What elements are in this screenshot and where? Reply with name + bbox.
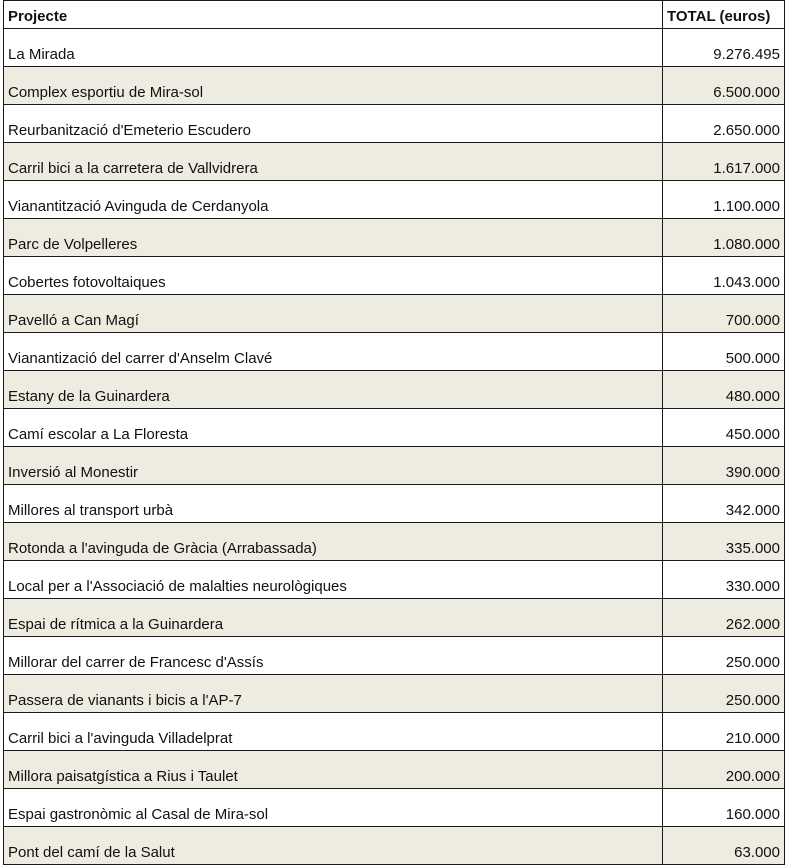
total-euros-cell[interactable]: 1.080.000	[663, 219, 785, 257]
table-row	[4, 637, 785, 675]
total-euros-cell[interactable]: 1.617.000	[663, 143, 785, 181]
project-name-cell[interactable]: Pavelló a Can Magí	[4, 295, 663, 333]
table-row	[4, 181, 785, 219]
total-euros-cell[interactable]: 500.000	[663, 333, 785, 371]
header-row	[4, 1, 785, 29]
project-name-cell[interactable]: Passera de vianants i bicis a l'AP-7	[4, 675, 663, 713]
project-name-cell[interactable]: Vianantització Avinguda de Cerdanyola	[4, 181, 663, 219]
table-row	[4, 409, 785, 447]
table-row	[4, 675, 785, 713]
project-name-cell[interactable]: Millora paisatgística a Rius i Taulet	[4, 751, 663, 789]
projects-table	[3, 0, 785, 865]
project-name-cell[interactable]: Cobertes fotovoltaiques	[4, 257, 663, 295]
project-name-cell[interactable]: Rotonda a l'avinguda de Gràcia (Arrabassada)	[4, 523, 663, 561]
header-project[interactable]: Projecte	[4, 1, 663, 29]
total-euros-cell[interactable]: 480.000	[663, 371, 785, 409]
table-row	[4, 29, 785, 67]
table-row	[4, 295, 785, 333]
table-row	[4, 105, 785, 143]
project-name-cell[interactable]: Estany de la Guinardera	[4, 371, 663, 409]
table-row	[4, 789, 785, 827]
total-euros-cell[interactable]: 6.500.000	[663, 67, 785, 105]
table-row	[4, 257, 785, 295]
total-euros-cell[interactable]: 1.043.000	[663, 257, 785, 295]
project-name-cell[interactable]: Espai de rítmica a la Guinardera	[4, 599, 663, 637]
total-euros-cell[interactable]: 450.000	[663, 409, 785, 447]
header-total[interactable]: TOTAL (euros)	[663, 1, 785, 29]
table-row	[4, 485, 785, 523]
total-euros-cell[interactable]: 700.000	[663, 295, 785, 333]
table-row	[4, 447, 785, 485]
total-euros-cell[interactable]: 200.000	[663, 751, 785, 789]
spreadsheet-table	[3, 0, 784, 865]
project-name-cell[interactable]: Espai gastronòmic al Casal de Mira-sol	[4, 789, 663, 827]
total-euros-cell[interactable]: 262.000	[663, 599, 785, 637]
project-name-cell[interactable]: Parc de Volpelleres	[4, 219, 663, 257]
table-row	[4, 827, 785, 865]
total-euros-cell[interactable]: 390.000	[663, 447, 785, 485]
table-row	[4, 599, 785, 637]
project-name-cell[interactable]: Camí escolar a La Floresta	[4, 409, 663, 447]
table-row	[4, 561, 785, 599]
project-name-cell[interactable]: Carril bici a la carretera de Vallvidrera	[4, 143, 663, 181]
table-row	[4, 371, 785, 409]
total-euros-cell[interactable]: 330.000	[663, 561, 785, 599]
total-euros-cell[interactable]: 342.000	[663, 485, 785, 523]
table-row	[4, 143, 785, 181]
total-euros-cell[interactable]: 335.000	[663, 523, 785, 561]
total-euros-cell[interactable]: 63.000	[663, 827, 785, 865]
total-euros-cell[interactable]: 2.650.000	[663, 105, 785, 143]
project-name-cell[interactable]: Pont del camí de la Salut	[4, 827, 663, 865]
project-name-cell[interactable]: Millores al transport urbà	[4, 485, 663, 523]
table-row	[4, 523, 785, 561]
table-row	[4, 333, 785, 371]
total-euros-cell[interactable]: 250.000	[663, 637, 785, 675]
table-body	[4, 29, 785, 865]
project-name-cell[interactable]: Vianantizació del carrer d'Anselm Clavé	[4, 333, 663, 371]
table-row	[4, 713, 785, 751]
total-euros-cell[interactable]: 210.000	[663, 713, 785, 751]
project-name-cell[interactable]: Carril bici a l'avinguda Villadelprat	[4, 713, 663, 751]
table-row	[4, 751, 785, 789]
table-row	[4, 67, 785, 105]
project-name-cell[interactable]: La Mirada	[4, 29, 663, 67]
project-name-cell[interactable]: Reurbanització d'Emeterio Escudero	[4, 105, 663, 143]
project-name-cell[interactable]: Millorar del carrer de Francesc d'Assís	[4, 637, 663, 675]
total-euros-cell[interactable]: 9.276.495	[663, 29, 785, 67]
total-euros-cell[interactable]: 250.000	[663, 675, 785, 713]
total-euros-cell[interactable]: 160.000	[663, 789, 785, 827]
project-name-cell[interactable]: Complex esportiu de Mira-sol	[4, 67, 663, 105]
table-row	[4, 219, 785, 257]
total-euros-cell[interactable]: 1.100.000	[663, 181, 785, 219]
project-name-cell[interactable]: Local per a l'Associació de malalties neurològiques	[4, 561, 663, 599]
project-name-cell[interactable]: Inversió al Monestir	[4, 447, 663, 485]
